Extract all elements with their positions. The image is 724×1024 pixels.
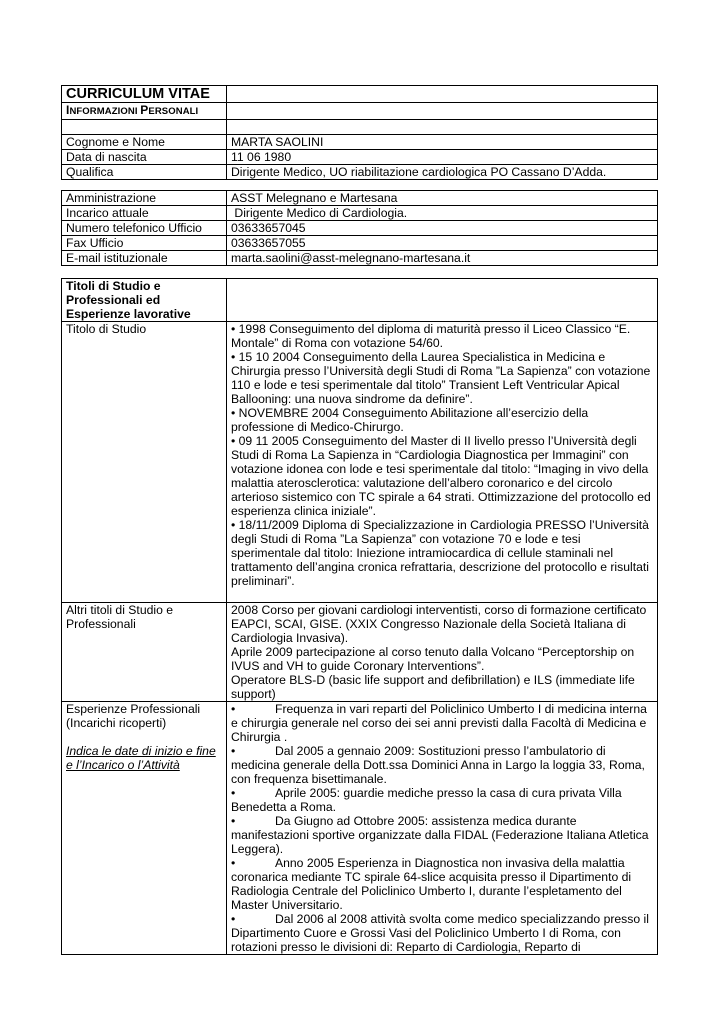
list-item: • 09 11 2005 Conseguimento del Master di II livello presso l’Università degli Studi di Roma La Sapienza in “Cardiologia Diagnostica per Immagini” con votazione idonea con lode e tesi sperimentale dal titolo: “Imaging in vivo della malattia aterosclerotica: valutazione dell’albero coronarico e del circolo arterioso sistemico con TC spirale a 64 strati. Ottimizzazione del protocollo ed esperienza clinica iniziale”. bbox=[231, 434, 651, 518]
bullet: • bbox=[231, 702, 236, 716]
esperienze-row bbox=[62, 702, 658, 955]
list-item: • Da Giugno ad Ottobre 2005: assistenza medica durante manifestazioni sportive organizzate dalla FIDAL (Federazione Italiana Atletica Leggera). bbox=[231, 814, 649, 856]
field-value: 03633657045 bbox=[227, 221, 658, 236]
field-value: MARTA SAOLINI bbox=[227, 135, 658, 150]
studies-heading-row bbox=[62, 279, 658, 322]
altri-content bbox=[227, 603, 658, 702]
field-value: 11 06 1980 bbox=[227, 150, 658, 165]
list-item: • 18/11/2009 Diploma di Specializzazione in Cardiologia PRESSO l’Università degli Studi di Roma ”La Sapienza” con votazione 70 e lode e tesi sperimentale dal titolo: Iniezione intramiocardica di cellule staminali nel trattamento dell’angina cronica refrattaria, descrizione del protocollo e risultati preliminari”. bbox=[231, 518, 649, 588]
field-label: Amministrazione bbox=[62, 191, 227, 206]
table-row bbox=[62, 236, 658, 251]
list-item: • Frequenza in vari reparti del Policlinico Umberto I di medicina interna e chirurgia generale nel corso dei sei anni previsti dalla Facoltà di Medicina e Chirurgia . bbox=[231, 702, 647, 744]
field-label: Incarico attuale bbox=[62, 206, 227, 221]
list-item: 2008 Corso per giovani cardiologi interventisti, corso di formazione certificato EAPCI, SCAI, GISE. (XXIX Congresso Nazionale della Società Italiana di Cardiologia Invasiva). bbox=[231, 603, 647, 645]
email-value: marta.saolini@asst-melegnano-martesana.it bbox=[227, 251, 658, 266]
studies-heading: Titoli di Studio e Professionali ed Esperienze lavorative bbox=[62, 279, 227, 322]
work-info-table bbox=[61, 190, 658, 266]
list-item: • Aprile 2005: guardie mediche presso la casa di cura privata Villa Benedetta a Roma. bbox=[231, 786, 622, 814]
field-label: Cognome e Nome bbox=[62, 135, 227, 150]
list-item: • Dal 2006 al 2008 attività svolta come medico specializzando presso il Dipartimento Cuore e Grossi Vasi del Policlinico Umberto I di Roma, con rotazioni presso le divisioni di: Reparto di Cardiologia, Reparto di bbox=[231, 912, 649, 954]
bullet: • bbox=[231, 786, 236, 800]
esperienze-label-cell bbox=[62, 702, 227, 955]
list-item: Operatore BLS-D (basic life support and defibrillation) e ILS (immediate life support) bbox=[231, 673, 635, 701]
table-row bbox=[62, 191, 658, 206]
bullet: • bbox=[231, 814, 236, 828]
list-item: • 1998 Conseguimento del diploma di maturità presso il Liceo Classico “E. Montale” di Roma con votazione 54/60. bbox=[231, 322, 631, 350]
field-label: Qualifica bbox=[62, 165, 227, 180]
list-item: Aprile 2009 partecipazione al corso tenuto dalla Volcano “Perceptorship on IVUS and VH to guide Coronary Interventions”. bbox=[231, 645, 635, 673]
bullet: • bbox=[231, 856, 236, 870]
list-item: • Dal 2005 a gennaio 2009: Sostituzioni presso l’ambulatorio di medicina generale della Dott.ssa Dominici Anna in Largo la loggia 33, Roma, con frequenza bisettimanale. bbox=[231, 744, 645, 786]
esperienze-content bbox=[227, 702, 658, 955]
field-value: Dirigente Medico di Cardiologia. bbox=[227, 206, 658, 221]
altri-row bbox=[62, 603, 658, 702]
table-row bbox=[62, 221, 658, 236]
list-item: • NOVEMBRE 2004 Conseguimento Abilitazione all’esercizio della professione di Medico-Chirurgo. bbox=[231, 406, 589, 434]
bullet: • bbox=[231, 744, 236, 758]
field-value: 03633657055 bbox=[227, 236, 658, 251]
titolo-label: Titolo di Studio bbox=[62, 322, 227, 603]
field-label: Data di nascita bbox=[62, 150, 227, 165]
studies-table bbox=[61, 278, 658, 955]
personal-info-table bbox=[61, 85, 658, 180]
personal-info-heading-row bbox=[62, 103, 658, 120]
bullet: • bbox=[231, 912, 236, 926]
cv-title: CURRICULUM VITAE bbox=[62, 86, 227, 103]
field-label: E-mail istituzionale bbox=[62, 251, 227, 266]
table-row bbox=[62, 206, 658, 221]
table-row bbox=[62, 135, 658, 150]
table-row bbox=[62, 251, 658, 266]
table-row bbox=[62, 150, 658, 165]
field-value: ASST Melegnano e Martesana bbox=[227, 191, 658, 206]
list-item: • Anno 2005 Esperienza in Diagnostica non invasiva della malattia coronarica mediante TC spirale 64-slice acquisita presso il Dipartimento di Radiologia Centrale del Policlinico Umberto I, durante l’espletamento del Master Universitario. bbox=[231, 856, 632, 912]
esperienze-label: Esperienze Professionali (Incarichi ricoperti) bbox=[66, 702, 201, 730]
table-row bbox=[62, 165, 658, 180]
titolo-row bbox=[62, 322, 658, 603]
personal-info-heading: INFORMAZIONI PERSONALI bbox=[62, 103, 227, 120]
esperienze-note: Indica le date di inizio e fine e l’Incarico o l’Attività bbox=[66, 744, 216, 772]
field-label: Fax Ufficio bbox=[62, 236, 227, 251]
field-label: Numero telefonico Ufficio bbox=[62, 221, 227, 236]
cv-title-row bbox=[62, 86, 658, 103]
spacer-row bbox=[62, 120, 658, 135]
list-item: • 15 10 2004 Conseguimento della Laurea Specialistica in Medicina e Chirurgia presso l’Università degli Studi di Roma ”La Sapienza” con votazione 110 e lode e tesi sperimentale dal titolo” Transient Left Ventricular Apical Ballooning: una nuova sindrome da definire”. bbox=[231, 350, 651, 406]
titolo-content bbox=[227, 322, 658, 603]
field-value: Dirigente Medico, UO riabilitazione cardiologica PO Cassano D’Adda. bbox=[227, 165, 658, 180]
altri-label: Altri titoli di Studio e Professionali bbox=[62, 603, 227, 702]
